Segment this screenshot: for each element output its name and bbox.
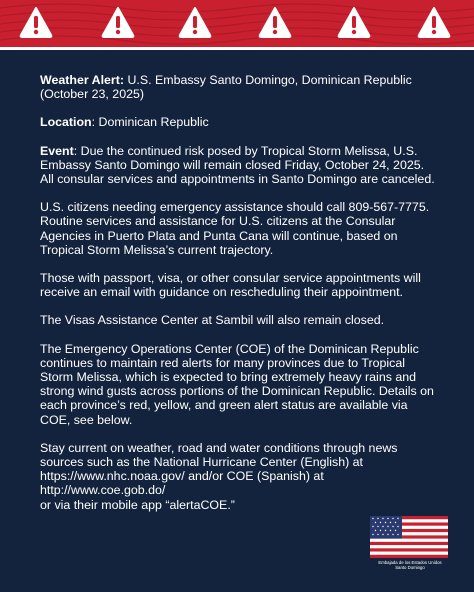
warning-triangle-icon (258, 6, 292, 38)
coe-link[interactable]: http://www.coe.gob.do/ (40, 483, 166, 498)
event-text: : Due the continued risk posed by Tropical Storm Melissa, U.S. Embassy Santo Domingo will remain closed Friday, October 24, 2025. All consular services and appointments in Santo Domingo are canceled. (40, 143, 435, 187)
alert-body (40, 73, 440, 526)
event-label: Event (40, 143, 74, 158)
alert-banner (0, 0, 474, 50)
embassy-caption (370, 560, 450, 570)
nhc-link-line[interactable]: https://www.nhc.noaa.gov/ and/or COE (Spanish) at (40, 469, 324, 484)
location-text: : Dominican Republic (91, 115, 209, 130)
mobile-app-line: or via their mobile app “alertaCOE.” (40, 497, 235, 512)
warning-triangle-icon (19, 6, 53, 38)
event-paragraph (40, 144, 440, 187)
emergency-assistance-paragraph: U.S. citizens needing emergency assistance should call 809-567-7775. Routine services and assistance for U.S. citizens at the Consular Agencies in Puerto Plata and Punta Cana will continue, based on Tropical Storm Melissa’s current trajectory. (40, 200, 430, 257)
us-flag-icon (370, 516, 448, 558)
coe-paragraph: The Emergency Operations Center (COE) of the Dominican Republic continues to maintain red alerts for many provinces due to Tropical Storm Melissa, which is expected to bring extremely heavy rains and strong wind gusts across portions of the Dominican Republic. Details on each province’s red, yellow, and green alert status are available via COE, see below. (40, 341, 434, 427)
weather-alert-heading (40, 73, 440, 101)
embassy-name: Embajada de los Estados Unidos (378, 560, 442, 565)
visa-center-paragraph: The Visas Assistance Center at Sambil will also remain closed. (40, 313, 385, 328)
embassy-city: Santo Domingo (395, 565, 425, 570)
warning-triangle-icon (101, 6, 135, 38)
warning-triangle-icon (417, 6, 451, 38)
weather-alert-text: U.S. Embassy Santo Domingo, Dominican Republic (October 23, 2025) (40, 73, 412, 102)
location-label: Location (40, 115, 92, 130)
banner-wave-pattern (0, 0, 474, 47)
appointments-paragraph: Those with passport, visa, or other consular service appointments will receive an email with guidance on rescheduling their appointment. (40, 271, 421, 300)
location-line (40, 115, 440, 129)
stay-current-line: Stay current on weather, road and water conditions through news sources such as the National Hurricane Center (English) at (40, 440, 398, 470)
stay-current-paragraph (40, 441, 440, 512)
warning-triangle-icon (178, 6, 212, 38)
warning-triangle-icon (337, 6, 371, 38)
weather-alert-label: Weather Alert: (40, 73, 124, 87)
embassy-logo (370, 516, 450, 570)
